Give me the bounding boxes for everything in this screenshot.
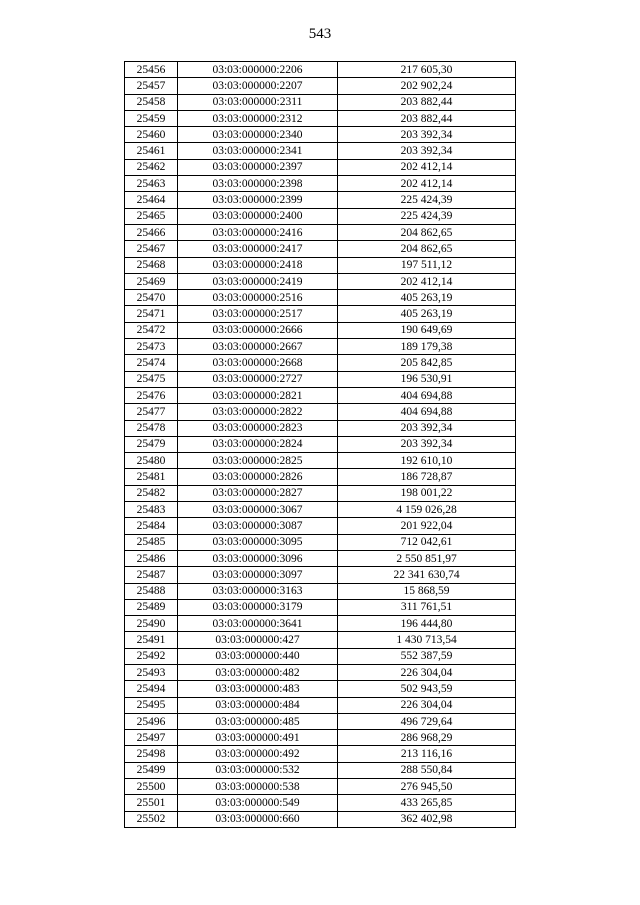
table-row	[125, 518, 516, 534]
value-cell: 205 842,85	[338, 355, 516, 371]
row-number-cell: 25500	[125, 779, 178, 795]
cadastral-number-cell: 03:03:000000:3179	[178, 599, 338, 615]
value-cell: 192 610,10	[338, 453, 516, 469]
value-cell: 197 511,12	[338, 257, 516, 273]
cadastral-number-cell: 03:03:000000:2341	[178, 143, 338, 159]
table-row	[125, 257, 516, 273]
table-row	[125, 632, 516, 648]
value-cell: 189 179,38	[338, 339, 516, 355]
cadastral-number-cell: 03:03:000000:482	[178, 664, 338, 680]
cadastral-number-cell: 03:03:000000:2207	[178, 78, 338, 94]
value-cell: 502 943,59	[338, 681, 516, 697]
cadastral-number-cell: 03:03:000000:2399	[178, 192, 338, 208]
row-number-cell: 25493	[125, 664, 178, 680]
table-row	[125, 453, 516, 469]
row-number-cell: 25468	[125, 257, 178, 273]
table-body	[125, 62, 516, 828]
table-row	[125, 273, 516, 289]
table-row	[125, 94, 516, 110]
cadastral-number-cell: 03:03:000000:2821	[178, 387, 338, 403]
cadastral-number-cell: 03:03:000000:2397	[178, 159, 338, 175]
cadastral-number-cell: 03:03:000000:2822	[178, 404, 338, 420]
value-cell: 198 001,22	[338, 485, 516, 501]
cadastral-number-cell: 03:03:000000:2668	[178, 355, 338, 371]
row-number-cell: 25485	[125, 534, 178, 550]
row-number-cell: 25457	[125, 78, 178, 94]
table-row	[125, 224, 516, 240]
value-cell: 202 902,24	[338, 78, 516, 94]
value-cell: 1 430 713,54	[338, 632, 516, 648]
row-number-cell: 25470	[125, 290, 178, 306]
table-row	[125, 713, 516, 729]
table-row	[125, 420, 516, 436]
cadastral-number-cell: 03:03:000000:492	[178, 746, 338, 762]
cadastral-number-cell: 03:03:000000:2826	[178, 469, 338, 485]
cadastral-number-cell: 03:03:000000:3087	[178, 518, 338, 534]
cadastral-number-cell: 03:03:000000:3163	[178, 583, 338, 599]
row-number-cell: 25488	[125, 583, 178, 599]
table-row	[125, 762, 516, 778]
table-row	[125, 127, 516, 143]
value-cell: 22 341 630,74	[338, 567, 516, 583]
cadastral-number-cell: 03:03:000000:2666	[178, 322, 338, 338]
value-cell: 311 761,51	[338, 599, 516, 615]
value-cell: 433 265,85	[338, 795, 516, 811]
cadastral-number-cell: 03:03:000000:2311	[178, 94, 338, 110]
value-cell: 15 868,59	[338, 583, 516, 599]
table-row	[125, 208, 516, 224]
value-cell: 362 402,98	[338, 811, 516, 827]
cadastral-number-cell: 03:03:000000:538	[178, 779, 338, 795]
row-number-cell: 25491	[125, 632, 178, 648]
table-row	[125, 795, 516, 811]
row-number-cell: 25501	[125, 795, 178, 811]
table-row	[125, 110, 516, 126]
cadastral-number-cell: 03:03:000000:485	[178, 713, 338, 729]
row-number-cell: 25496	[125, 713, 178, 729]
row-number-cell: 25497	[125, 730, 178, 746]
table-row	[125, 62, 516, 78]
cadastral-number-cell: 03:03:000000:484	[178, 697, 338, 713]
row-number-cell: 25463	[125, 176, 178, 192]
row-number-cell: 25477	[125, 404, 178, 420]
value-cell: 286 968,29	[338, 730, 516, 746]
cadastral-number-cell: 03:03:000000:427	[178, 632, 338, 648]
cadastral-number-cell: 03:03:000000:2825	[178, 453, 338, 469]
cadastral-number-cell: 03:03:000000:2419	[178, 273, 338, 289]
cadastral-number-cell: 03:03:000000:549	[178, 795, 338, 811]
table-row	[125, 502, 516, 518]
row-number-cell: 25462	[125, 159, 178, 175]
cadastral-number-cell: 03:03:000000:2516	[178, 290, 338, 306]
row-number-cell: 25459	[125, 110, 178, 126]
value-cell: 186 728,87	[338, 469, 516, 485]
value-cell: 225 424,39	[338, 208, 516, 224]
cadastral-number-cell: 03:03:000000:3095	[178, 534, 338, 550]
table-row	[125, 697, 516, 713]
cadastral-number-cell: 03:03:000000:660	[178, 811, 338, 827]
value-cell: 2 550 851,97	[338, 550, 516, 566]
value-cell: 404 694,88	[338, 387, 516, 403]
table-row	[125, 485, 516, 501]
value-cell: 496 729,64	[338, 713, 516, 729]
cadastral-number-cell: 03:03:000000:2206	[178, 62, 338, 78]
value-cell: 202 412,14	[338, 159, 516, 175]
row-number-cell: 25464	[125, 192, 178, 208]
value-cell: 203 882,44	[338, 94, 516, 110]
value-cell: 712 042,61	[338, 534, 516, 550]
value-cell: 405 263,19	[338, 290, 516, 306]
value-cell: 552 387,59	[338, 648, 516, 664]
row-number-cell: 25471	[125, 306, 178, 322]
cadastral-number-cell: 03:03:000000:2400	[178, 208, 338, 224]
row-number-cell: 25479	[125, 436, 178, 452]
table-row	[125, 78, 516, 94]
row-number-cell: 25469	[125, 273, 178, 289]
table-row	[125, 436, 516, 452]
value-cell: 203 882,44	[338, 110, 516, 126]
value-cell: 203 392,34	[338, 436, 516, 452]
table-row	[125, 339, 516, 355]
value-cell: 288 550,84	[338, 762, 516, 778]
table-row	[125, 355, 516, 371]
row-number-cell: 25478	[125, 420, 178, 436]
row-number-cell: 25472	[125, 322, 178, 338]
value-cell: 202 412,14	[338, 273, 516, 289]
table-row	[125, 371, 516, 387]
row-number-cell: 25484	[125, 518, 178, 534]
table-row	[125, 664, 516, 680]
cadastral-number-cell: 03:03:000000:3067	[178, 502, 338, 518]
value-cell: 226 304,04	[338, 664, 516, 680]
row-number-cell: 25486	[125, 550, 178, 566]
row-number-cell: 25466	[125, 224, 178, 240]
table-row	[125, 648, 516, 664]
row-number-cell: 25465	[125, 208, 178, 224]
cadastral-number-cell: 03:03:000000:3097	[178, 567, 338, 583]
table-row	[125, 387, 516, 403]
value-cell: 190 649,69	[338, 322, 516, 338]
page-number: 543	[308, 26, 332, 42]
row-number-cell: 25473	[125, 339, 178, 355]
cadastral-number-cell: 03:03:000000:2824	[178, 436, 338, 452]
row-number-cell: 25498	[125, 746, 178, 762]
row-number-cell: 25458	[125, 94, 178, 110]
cadastral-number-cell: 03:03:000000:2418	[178, 257, 338, 273]
row-number-cell: 25482	[125, 485, 178, 501]
row-number-cell: 25489	[125, 599, 178, 615]
row-number-cell: 25480	[125, 453, 178, 469]
row-number-cell: 25494	[125, 681, 178, 697]
cadastral-value-table	[124, 61, 516, 828]
value-cell: 4 159 026,28	[338, 502, 516, 518]
table-row	[125, 469, 516, 485]
row-number-cell: 25483	[125, 502, 178, 518]
table-row	[125, 811, 516, 827]
cadastral-number-cell: 03:03:000000:440	[178, 648, 338, 664]
value-cell: 202 412,14	[338, 176, 516, 192]
row-number-cell: 25467	[125, 241, 178, 257]
row-number-cell: 25487	[125, 567, 178, 583]
table-row	[125, 159, 516, 175]
value-cell: 226 304,04	[338, 697, 516, 713]
table-row	[125, 567, 516, 583]
row-number-cell: 25490	[125, 616, 178, 632]
cadastral-number-cell: 03:03:000000:2398	[178, 176, 338, 192]
table-row	[125, 583, 516, 599]
cadastral-number-cell: 03:03:000000:2823	[178, 420, 338, 436]
row-number-cell: 25474	[125, 355, 178, 371]
cadastral-number-cell: 03:03:000000:2340	[178, 127, 338, 143]
value-cell: 276 945,50	[338, 779, 516, 795]
table-row	[125, 534, 516, 550]
value-cell: 196 530,91	[338, 371, 516, 387]
value-cell: 201 922,04	[338, 518, 516, 534]
table-row	[125, 322, 516, 338]
table-row	[125, 143, 516, 159]
row-number-cell: 25499	[125, 762, 178, 778]
table-row	[125, 599, 516, 615]
value-cell: 404 694,88	[338, 404, 516, 420]
row-number-cell: 25456	[125, 62, 178, 78]
row-number-cell: 25492	[125, 648, 178, 664]
value-cell: 203 392,34	[338, 420, 516, 436]
value-cell: 225 424,39	[338, 192, 516, 208]
cadastral-number-cell: 03:03:000000:3641	[178, 616, 338, 632]
value-cell: 213 116,16	[338, 746, 516, 762]
table-row	[125, 779, 516, 795]
table-row	[125, 404, 516, 420]
cadastral-number-cell: 03:03:000000:2416	[178, 224, 338, 240]
row-number-cell: 25481	[125, 469, 178, 485]
table-row	[125, 176, 516, 192]
table-row	[125, 290, 516, 306]
cadastral-number-cell: 03:03:000000:483	[178, 681, 338, 697]
table-row	[125, 306, 516, 322]
cadastral-number-cell: 03:03:000000:3096	[178, 550, 338, 566]
table-row	[125, 192, 516, 208]
cadastral-number-cell: 03:03:000000:491	[178, 730, 338, 746]
row-number-cell: 25460	[125, 127, 178, 143]
table-row	[125, 550, 516, 566]
cadastral-number-cell: 03:03:000000:2417	[178, 241, 338, 257]
value-cell: 203 392,34	[338, 127, 516, 143]
row-number-cell: 25495	[125, 697, 178, 713]
row-number-cell: 25476	[125, 387, 178, 403]
value-cell: 204 862,65	[338, 224, 516, 240]
value-cell: 196 444,80	[338, 616, 516, 632]
value-cell: 204 862,65	[338, 241, 516, 257]
value-cell: 405 263,19	[338, 306, 516, 322]
cadastral-number-cell: 03:03:000000:2667	[178, 339, 338, 355]
table-row	[125, 616, 516, 632]
table-row	[125, 746, 516, 762]
row-number-cell: 25461	[125, 143, 178, 159]
table-row	[125, 241, 516, 257]
cadastral-number-cell: 03:03:000000:2727	[178, 371, 338, 387]
table-row	[125, 681, 516, 697]
cadastral-number-cell: 03:03:000000:2827	[178, 485, 338, 501]
row-number-cell: 25502	[125, 811, 178, 827]
cadastral-number-cell: 03:03:000000:532	[178, 762, 338, 778]
row-number-cell: 25475	[125, 371, 178, 387]
value-cell: 203 392,34	[338, 143, 516, 159]
value-cell: 217 605,30	[338, 62, 516, 78]
table-row	[125, 730, 516, 746]
cadastral-number-cell: 03:03:000000:2517	[178, 306, 338, 322]
cadastral-number-cell: 03:03:000000:2312	[178, 110, 338, 126]
